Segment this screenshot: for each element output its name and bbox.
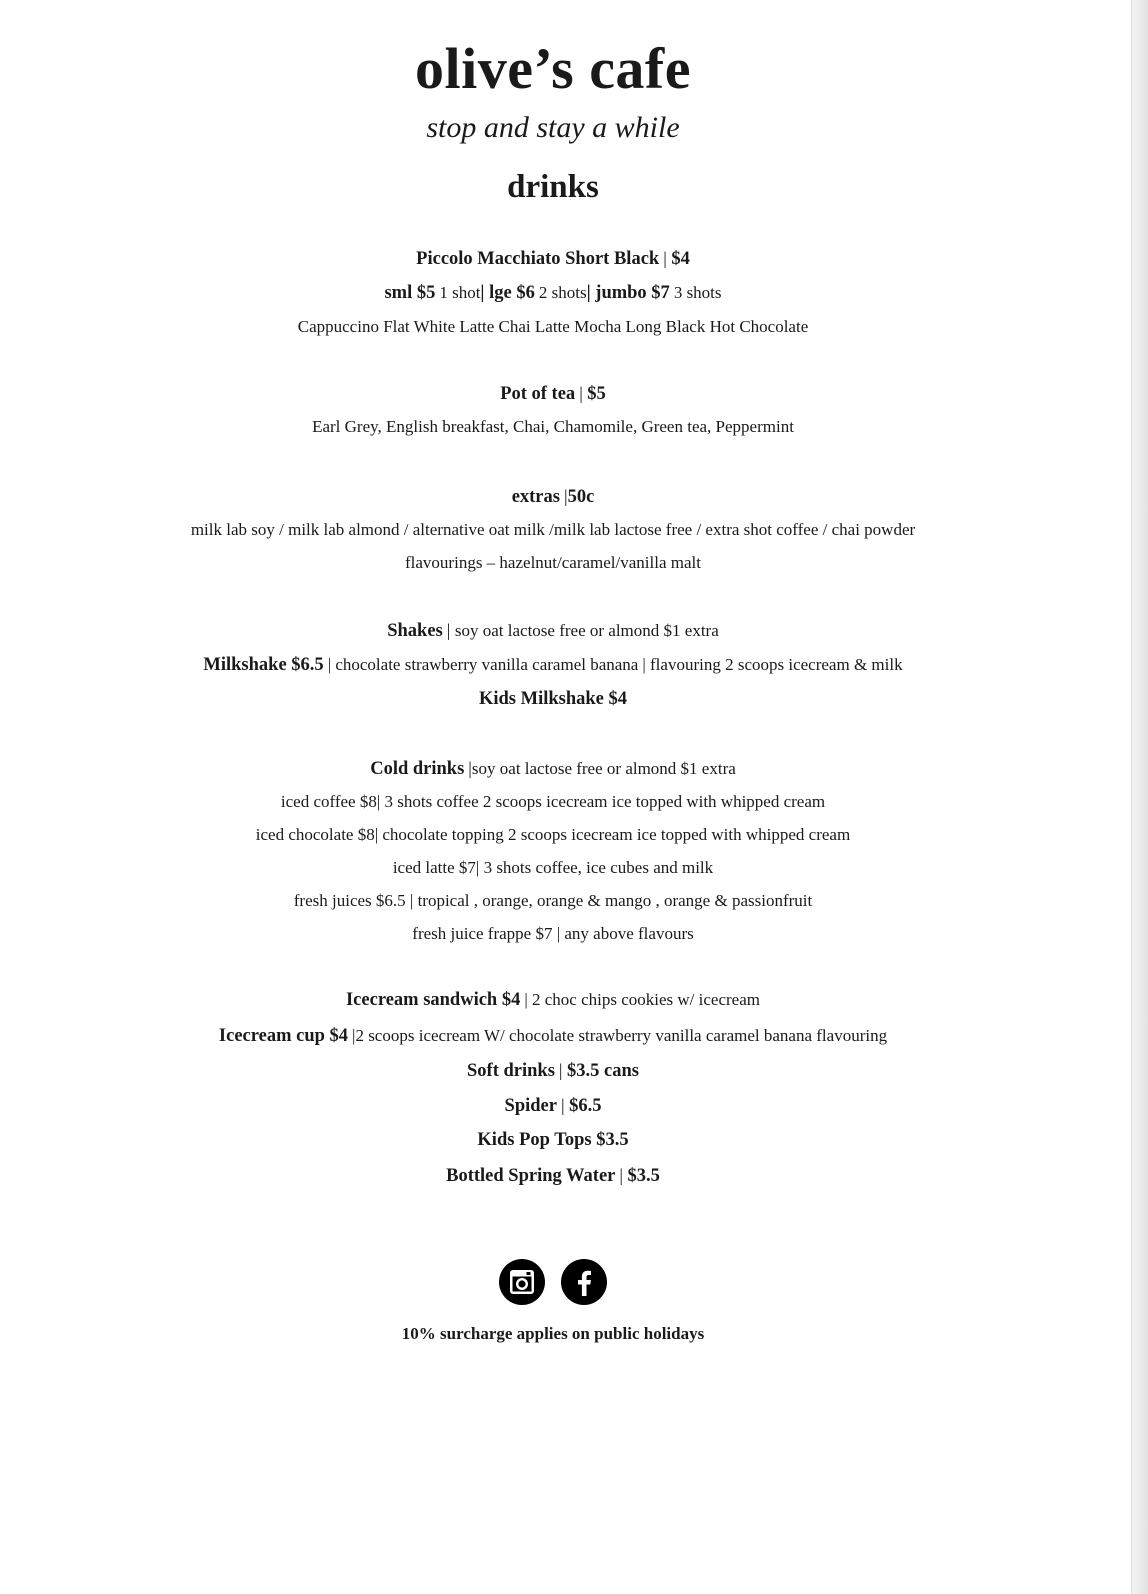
coffee-heading-price: $4 bbox=[671, 249, 690, 269]
soft-drinks-line bbox=[0, 1061, 1106, 1081]
instagram-icon[interactable] bbox=[499, 1259, 545, 1305]
separator: | bbox=[446, 620, 455, 640]
cold-heading bbox=[0, 759, 1106, 779]
extras-heading bbox=[0, 487, 1106, 507]
shakes-note: soy oat lactose free or almond $1 extra bbox=[454, 621, 719, 640]
icecream-sandwich-line bbox=[0, 991, 1106, 1010]
icecream-cup-desc: 2 scoops icecream W/ chocolate strawberry vanilla caramel banana flavouring bbox=[355, 1026, 888, 1045]
water-name: Bottled Spring Water bbox=[446, 1166, 616, 1186]
cold-note: soy oat lactose free or almond $1 extra bbox=[471, 759, 736, 778]
cold-item-name: fresh juices $6.5 bbox=[293, 891, 406, 910]
size-jumbo: jumbo $7 bbox=[595, 283, 670, 303]
tea-heading-price: $5 bbox=[587, 384, 606, 404]
separator: | bbox=[327, 655, 336, 674]
extras-flavourings: flavourings – hazelnut/caramel/vanilla malt bbox=[405, 553, 701, 572]
separator: | bbox=[642, 655, 651, 674]
soft-drinks-price: $3.5 cans bbox=[567, 1061, 639, 1081]
size-large-desc: 2 shots bbox=[538, 283, 587, 302]
milkshake-desc: flavouring 2 scoops icecream & milk bbox=[650, 655, 903, 674]
separator: | bbox=[480, 283, 490, 303]
coffee-list: Cappuccino Flat White Latte Chai Latte Mocha Long Black Hot Chocolate bbox=[297, 317, 809, 336]
separator: | bbox=[475, 858, 484, 877]
soft-drinks-name: Soft drinks bbox=[467, 1061, 555, 1081]
icecream-sandwich-name: Icecream sandwich $4 bbox=[345, 990, 521, 1010]
extras-list: milk lab soy / milk lab almond / alternative oat milk /milk lab lactose free / extra shot coffee / chai powder bbox=[190, 520, 916, 539]
cold-heading-name: Cold drinks bbox=[370, 759, 465, 779]
cold-item-desc: tropical , orange, orange & mango , orange & passionfruit bbox=[417, 891, 813, 910]
extras-heading-price: 50c bbox=[567, 487, 595, 507]
shakes-heading-name: Shakes bbox=[387, 621, 443, 641]
milkshake-line bbox=[0, 656, 1106, 675]
size-small-desc: 1 shot bbox=[439, 283, 481, 302]
separator: | bbox=[524, 990, 532, 1009]
social-icons bbox=[0, 1259, 1106, 1305]
tea-heading-name: Pot of tea bbox=[500, 384, 576, 404]
icecream-cup-name: Icecream cup $4 bbox=[218, 1026, 349, 1046]
list-item bbox=[0, 925, 1106, 942]
list-item bbox=[0, 859, 1106, 876]
separator: | bbox=[352, 1026, 356, 1045]
cold-item-name: iced coffee $8 bbox=[280, 792, 377, 811]
shakes-heading bbox=[0, 621, 1106, 641]
icecream-cup-line bbox=[0, 1027, 1106, 1046]
tea-heading bbox=[0, 384, 1106, 404]
separator: | bbox=[552, 924, 565, 943]
separator: | bbox=[376, 792, 385, 811]
list-item bbox=[0, 892, 1106, 909]
page-edge bbox=[1131, 0, 1148, 1594]
cold-item-desc: chocolate topping 2 scoops icecream ice topped with whipped cream bbox=[382, 825, 851, 844]
coffee-heading-name: Piccolo Macchiato Short Black bbox=[416, 249, 660, 269]
separator: | bbox=[560, 1095, 570, 1115]
separator: | bbox=[558, 1060, 568, 1080]
cold-item-name: fresh juice frappe $7 bbox=[412, 924, 553, 943]
size-small: sml $5 bbox=[384, 283, 436, 303]
separator: | bbox=[663, 248, 672, 268]
spider-name: Spider bbox=[504, 1096, 557, 1116]
icecream-sandwich-desc: 2 choc chips cookies w/ icecream bbox=[532, 990, 760, 1009]
coffee-heading bbox=[0, 249, 1106, 269]
section-title: drinks bbox=[507, 169, 599, 205]
list-item bbox=[0, 826, 1106, 843]
separator: | bbox=[563, 486, 568, 506]
separator: | bbox=[374, 825, 383, 844]
facebook-icon[interactable] bbox=[561, 1259, 607, 1305]
milkshake-flavours: chocolate strawberry vanilla caramel banana bbox=[335, 655, 639, 674]
coffee-sizes bbox=[0, 284, 1106, 303]
cafe-title: olive’s cafe bbox=[414, 36, 691, 101]
extras-heading-name: extras bbox=[511, 487, 560, 507]
cold-item-desc: 3 shots coffee 2 scoops icecream ice topped with whipped cream bbox=[384, 792, 826, 811]
tea-list: Earl Grey, English breakfast, Chai, Chamomile, Green tea, Peppermint bbox=[312, 417, 794, 436]
separator: | bbox=[579, 383, 588, 403]
separator: | bbox=[405, 891, 418, 910]
surcharge-note: 10% surcharge applies on public holidays bbox=[401, 1324, 705, 1343]
cold-item-desc: any above flavours bbox=[564, 924, 694, 943]
list-item bbox=[0, 793, 1106, 810]
kids-pop-tops: Kids Pop Tops $3.5 bbox=[477, 1130, 629, 1150]
separator: | bbox=[619, 1165, 628, 1185]
spider-price: $6.5 bbox=[569, 1096, 602, 1116]
water-line bbox=[0, 1166, 1106, 1186]
water-price: $3.5 bbox=[627, 1166, 660, 1186]
cold-item-name: iced latte $7 bbox=[392, 858, 476, 877]
separator: | bbox=[586, 283, 596, 303]
cold-item-desc: 3 shots coffee, ice cubes and milk bbox=[483, 858, 714, 877]
spider-line bbox=[0, 1096, 1106, 1116]
cafe-tagline: stop and stay a while bbox=[426, 111, 680, 144]
cold-item-name: iced chocolate $8 bbox=[255, 825, 375, 844]
milkshake-name: Milkshake $6.5 bbox=[203, 655, 324, 675]
separator: | bbox=[468, 758, 472, 778]
kids-milkshake: Kids Milkshake $4 bbox=[478, 689, 628, 709]
size-jumbo-desc: 3 shots bbox=[673, 283, 722, 302]
size-large: lge $6 bbox=[489, 283, 535, 303]
